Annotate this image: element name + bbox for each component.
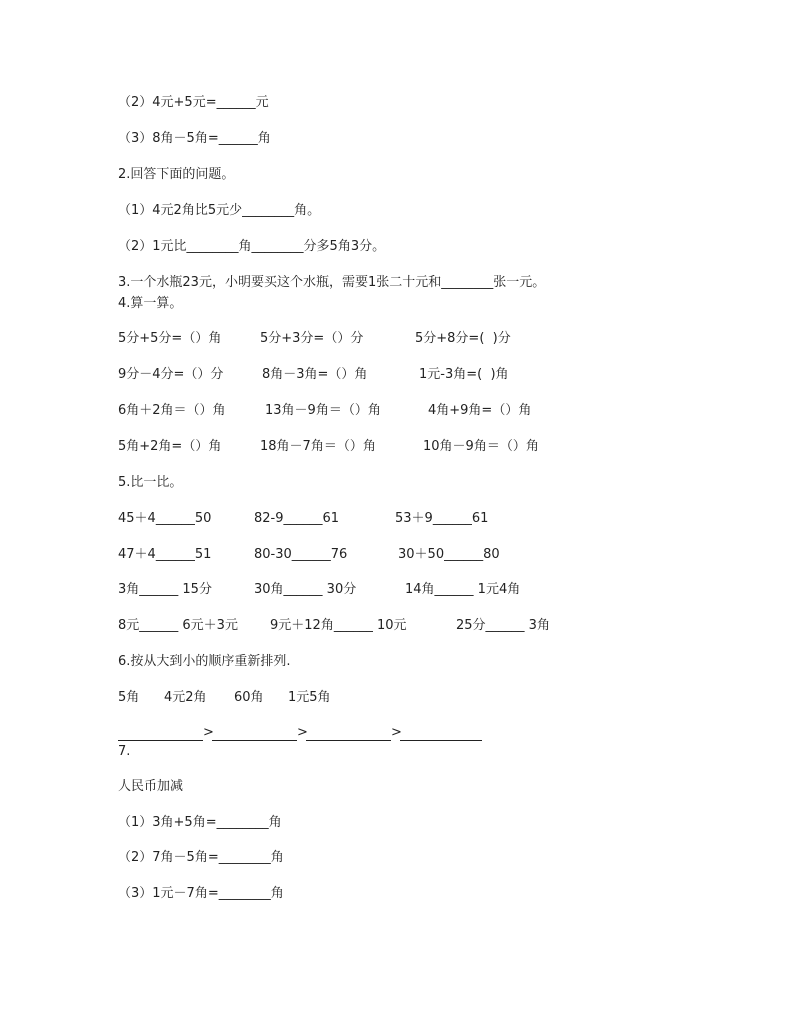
problem-item: （3）8角－5角=______角 [118,131,271,146]
value-item: 4元2角 [164,690,207,705]
answer-blank [118,740,203,741]
calc-item: 8角－3角=（）角 [262,367,368,382]
compare-item: 9元＋12角______ 10元 [270,618,407,633]
compare-item: 47＋4______51 [118,547,212,562]
problem-item: （2）7角－5角=________角 [118,850,284,865]
problem-item: （1）3角+5角=________角 [118,815,282,830]
question-6-title: 6.按从大到小的顺序重新排列. [118,654,291,669]
greater-than-sign: > [297,725,308,740]
calc-item: 9分－4分=（）分 [118,367,224,382]
question-3: 3.一个水瓶23元，小明要买这个水瓶，需要1张二十元和________张一元。 [118,275,546,290]
calc-item: 18角－7角＝（）角 [260,439,376,454]
compare-item: 45＋4______50 [118,511,212,526]
calc-item: 5分+5分=（）角 [118,331,222,346]
calc-item: 4角+9角=（）角 [428,403,532,418]
calc-item: 6角＋2角＝（）角 [118,403,226,418]
calc-item: 5分+3分=（）分 [260,331,364,346]
problem-item: （2）1元比________角________分多5角3分。 [118,239,386,254]
calc-item: 10角－9角＝（）角 [423,439,539,454]
greater-than-sign: > [203,725,214,740]
compare-item: 53＋9______61 [395,511,489,526]
answer-blank [212,740,297,741]
answer-blank [400,740,482,741]
compare-item: 14角______ 1元4角 [405,582,521,597]
compare-item: 25分______ 3角 [456,618,550,633]
compare-item: 8元______ 6元＋3元 [118,618,238,633]
answer-blank [306,740,391,741]
calc-item: 5分+8分=( )分 [415,331,511,346]
question-4-title: 4.算一算。 [118,296,183,311]
question-7-number: 7. [118,744,131,759]
value-item: 1元5角 [288,690,331,705]
compare-item: 82-9______61 [254,511,340,526]
value-item: 5角 [118,690,140,705]
problem-item: （1）4元2角比5元少________角。 [118,203,321,218]
question-7-title: 人民币加减 [118,779,184,794]
question-2-title: 2.回答下面的问题。 [118,167,235,182]
problem-item: （3）1元－7角=________角 [118,886,284,901]
calc-item: 1元-3角=( )角 [419,367,509,382]
compare-item: 3角______ 15分 [118,582,212,597]
compare-item: 80-30______76 [254,547,348,562]
greater-than-sign: > [391,725,402,740]
question-5-title: 5.比一比。 [118,475,183,490]
compare-item: 30＋50______80 [398,547,500,562]
problem-item: （2）4元+5元=______元 [118,95,269,110]
calc-item: 5角+2角=（）角 [118,439,222,454]
value-item: 60角 [234,690,264,705]
compare-item: 30角______ 30分 [254,582,357,597]
calc-item: 13角－9角＝（）角 [265,403,381,418]
